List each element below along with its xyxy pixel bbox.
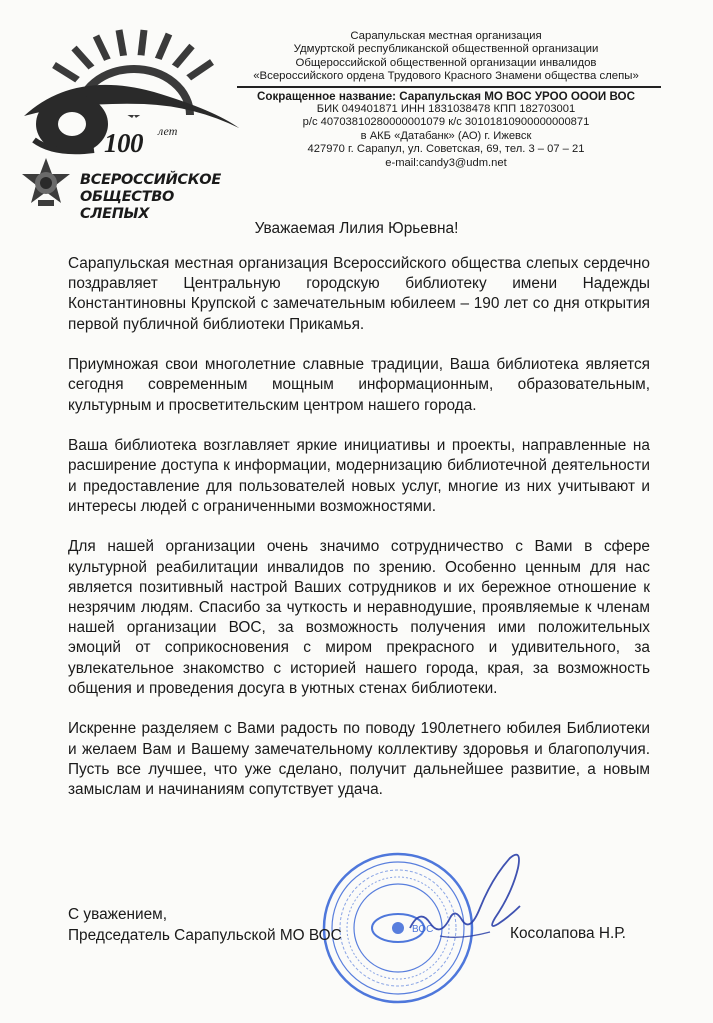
vos-logo xyxy=(14,20,254,222)
logo-years-word: лет xyxy=(158,124,178,138)
org-address: 427970 г. Сарапул, ул. Советская, 69, тел. 3 – 07 – 21 xyxy=(307,143,585,156)
closing-phrase: С уважением, xyxy=(68,906,168,923)
org-requisites-line: р/с 40703810280000001079 к/с 30101810900000000871 xyxy=(302,116,590,129)
logo-name-line: ОБЩЕСТВО xyxy=(80,189,175,205)
paragraph: Для нашей организации очень значимо сотрудничество с Вами в сфере культурной реабилитации инвалидов по зрению. Особенно ценным для нас является позитивный настрой Ваших сотрудников и их бережное отношение к незрячим людям. Спасибо за чуткость и неравнодушие, проявляемые к членам нашей организации ВОС, за возможность получения ими положительных эмоций от соприкосновения с миром прекрасного и удивительного, за увлекательное знакомство с историей нашего города, края, за возможность общения и проведения досуга в уютных стенах библиотеки. xyxy=(68,538,650,697)
logo-org-name xyxy=(80,172,221,223)
paragraph: Сарапульская местная организация Всероссийского общества слепых сердечно поздравляет Центральную городскую библиотеку имени Надежды Константиновны Крупской с замечательным юбилеем – 190 лет со дня открытия первой публичной библиотеки Прикамья. xyxy=(68,255,650,333)
order-medal-icon xyxy=(18,156,74,212)
logo-name-line: ВСЕРОССИЙСКОЕ xyxy=(80,172,221,188)
logo-name-line: СЛЕПЫХ xyxy=(80,206,150,222)
org-email: e-mail:candy3@udm.net xyxy=(385,156,507,169)
stamp-center-text: ВОС xyxy=(412,924,434,935)
salutation: Уважаемая Лилия Юрьевна! xyxy=(254,220,459,237)
org-line: Общероссийской общественной организации инвалидов xyxy=(295,56,597,69)
org-line: Сарапульская местная организация xyxy=(350,30,542,42)
org-short-name: Сокращенное название: Сарапульская МО ВОС УРОО ОООИ ВОС xyxy=(257,89,635,103)
letterhead xyxy=(231,30,661,170)
org-requisites-line: в АКБ «Датабанк» (АО) г. Ижевск xyxy=(360,129,532,142)
paragraph: Ваша библиотека возглавляет яркие инициативы и проекты, направленные на расширение доступа к информации, модернизацию библиотечной деятельности и предоставление для пользователей новых услуг, многие из них учитывают и интересы людей с ограниченными возможностями. xyxy=(68,437,650,515)
logo-anniversary-number: 100 xyxy=(104,128,143,158)
org-line: Удмуртской республиканской общественной организации xyxy=(293,43,599,56)
org-line: «Всероссийского ордена Трудового Красного Знамени общества слепы» xyxy=(253,70,639,83)
paragraph: Искренне разделяем с Вами радость по поводу 190летнего юбилея Библиотеки и желаем Вам и Вашему замечательному коллективу здоровья и благополучия. Пусть все лучшее, что уже сделано, получит дальнейшее развитие, а новым замыслам и начинаниям сопутствует удача. xyxy=(68,720,650,799)
letter-body xyxy=(68,254,650,821)
signer-role: Председатель Сарапульской МО ВОС xyxy=(68,927,342,944)
letterhead-divider xyxy=(237,86,661,88)
org-requisites-line: БИК 049401871 ИНН 1831038478 КПП 182703001 xyxy=(316,103,576,116)
paragraph: Приумножая свои многолетние славные традиции, Ваша библиотека является сегодня современным мощным информационным, образовательным, культурным и просветительским центром нашего города. xyxy=(68,356,650,414)
signer-name: Косолапова Н.Р. xyxy=(510,925,626,942)
